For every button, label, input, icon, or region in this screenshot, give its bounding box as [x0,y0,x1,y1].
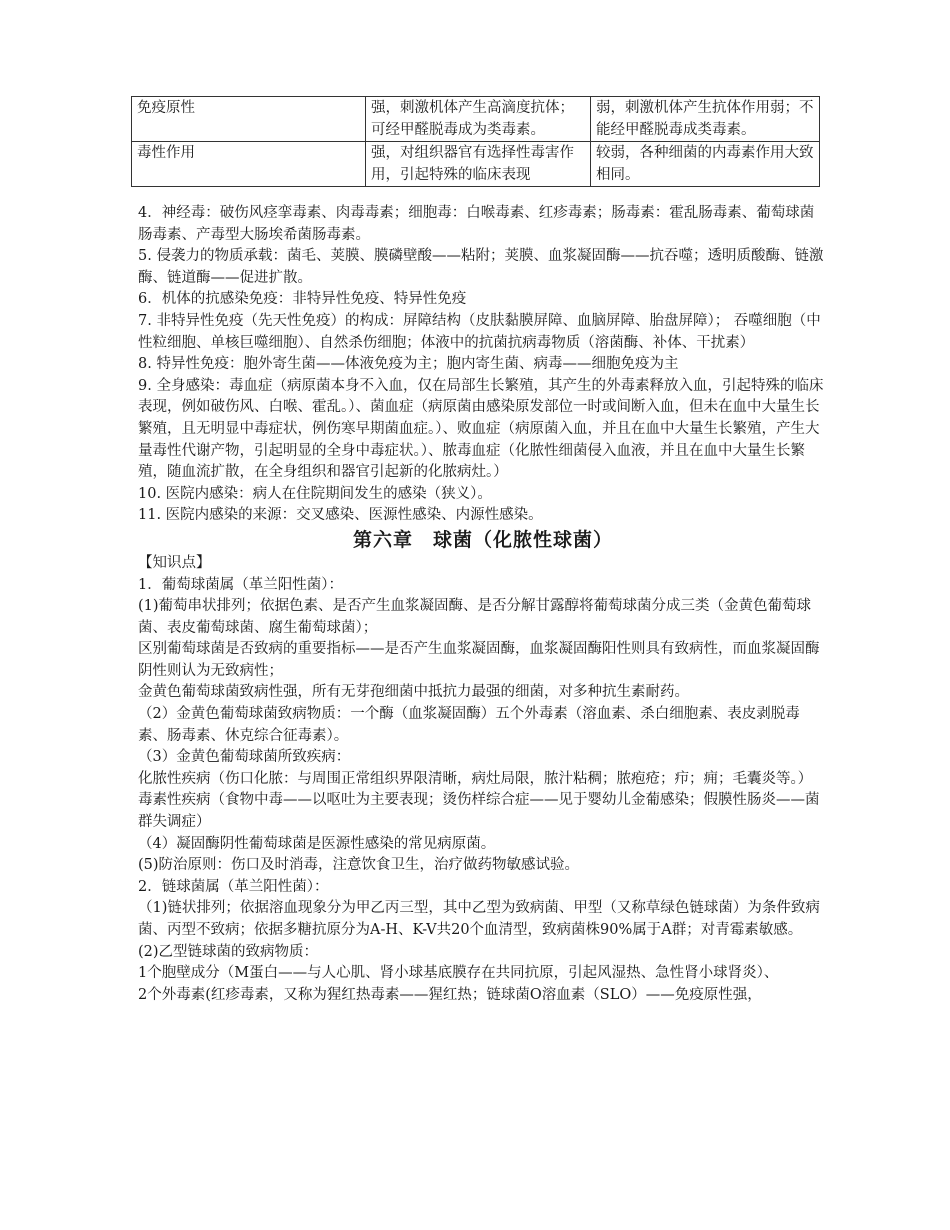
row-label: 毒性作用 [132,142,366,187]
paragraph: 9. 全身感染：毒血症（病原菌本身不入血，仅在局部生长繁殖，其产生的外毒素释放入血，引起特殊的临床表现，例如破伤风、白喉、霍乱。）、菌血症（病原菌由感染原发部位一时或间断入血，但未在血中大量生长繁殖，且无明显中毒症状，例伤寒早期菌血症。）、败血症（病原菌入血，并且在血中大量生长繁殖，产生大量毒性代谢产物，引起明显的全身中毒症状。）、脓毒血症（化脓性细菌侵入血液，并且在血中大量生长繁殖，随血流扩散，在全身组织和器官引起新的化脓病灶。） [138,377,824,481]
toxin-comparison-table [131,96,820,187]
section-label: 【知识点】 [138,554,211,571]
row-label: 免疫原性 [132,97,366,142]
endotoxin-cell: 弱，刺激机体产生抗体作用弱；不能经甲醛脱毒成类毒素。 [591,97,820,142]
paragraph: 2．链球菌属（革兰阳性菌）： [138,878,329,895]
paragraph: 6．机体的抗感染免疫：非特异性免疫、特异性免疫 [138,291,467,308]
paragraph: 11. 医院内感染的来源：交叉感染、医源性感染、内源性感染。 [138,507,543,524]
paragraph: 10. 医院内感染：病人在住院期间发生的感染（狭义）。 [138,485,492,502]
paragraph: 毒素性疾病（食物中毒——以呕吐为主要表现；烫伤样综合症——见于婴幼儿金葡感染；假膜性肠炎——菌群失调症） [138,792,820,831]
chapter-title: 第六章 球菌（化脓性球菌） [352,528,613,551]
paragraph: （1)链状排列；依据溶血现象分为甲乙丙三型，其中乙型为致病菌、甲型（又称草绿色链球菌）为条件致病菌、丙型不致病；依据多糖抗原分为A-H、K-V共20个血清型，致病菌株90%属于A群；对青霉素敏感。 [138,900,820,938]
paragraph: （3）金黄色葡萄球菌所致疾病： [138,749,351,766]
paragraph: (1)葡萄串状排列；依据色素、是否产生血浆凝固酶、是否分解甘露醇将葡萄球菌分成三类（金黄色葡萄球菌、表皮葡萄球菌、腐生葡萄球菌）； [138,598,812,636]
paragraph: 区别葡萄球菌是否致病的重要指标——是否产生血浆凝固酶，血浆凝固酶阳性则具有致病性，而血浆凝固酶阴性则认为无致病性； [138,641,820,679]
exotoxin-cell: 强，刺激机体产生高滴度抗体；可经甲醛脱毒成为类毒素。 [366,97,591,142]
exotoxin-cell: 强，对组织器官有选择性毒害作用，引起特殊的临床表现 [366,142,591,187]
paragraph: 1．葡萄球菌属（革兰阳性菌）： [138,576,343,593]
endotoxin-cell: 较弱，各种细菌的内毒素作用大致相同。 [591,142,820,187]
paragraph: 4．神经毒：破伤风痉挛毒素、肉毒毒素；细胞毒：白喉毒素、红疹毒素；肠毒素：霍乱肠毒素、葡萄球菌肠毒素、产毒型大肠埃希菌肠毒素。 [138,205,815,243]
paragraph: 2个外毒素(红疹毒素，又称为猩红热毒素——猩红热；链球菌O溶血素（SLO）——免疫原性强， [138,986,762,1003]
paragraph: 5. 侵袭力的物质承载：菌毛、荚膜、膜磷壁酸——粘附；荚膜、血浆凝固酶——抗吞噬；透明质酸酶、链激酶、链道酶——促进扩散。 [138,248,824,286]
paragraph: （2）金黄色葡萄球菌致病物质：一个酶（血浆凝固酶）五个外毒素（溶血素、杀白细胞素、表皮剥脱毒素、肠毒素、休克综合征毒素）。 [138,706,800,744]
table-row [132,142,820,187]
paragraph: 化脓性疾病（伤口化脓：与周围正常组织界限清晰，病灶局限，脓汁粘稠；脓疱疮；疖；痈；毛囊炎等。） [138,770,813,787]
paragraph: （4）凝固酶阴性葡萄球菌是医源性感染的常见病原菌。 [138,835,496,852]
paragraph: 金黄色葡萄球菌致病性强，所有无芽孢细菌中抵抗力最强的细菌，对多种抗生素耐药。 [138,684,689,701]
paragraph: 1个胞壁成分（M蛋白——与人心肌、肾小球基底膜存在共同抗原，引起风湿热、急性肾小球肾炎）、 [138,965,779,982]
table-row [132,97,820,142]
paragraph: (2)乙型链球菌的致病物质： [138,943,319,960]
paragraph: 8. 特异性免疫：胞外寄生菌——体液免疫为主；胞内寄生菌、病毒——细胞免疫为主 [138,356,679,373]
document-body [138,203,828,1006]
paragraph: 7. 非特异性免疫（先天性免疫）的构成：屏障结构（皮肤黏膜屏障、血脑屏障、胎盘屏障）； 吞噬细胞（中性粒细胞、单核巨噬细胞）、自然杀伤细胞；体液中的抗菌抗病毒物质（溶菌酶、补体、干扰素） [138,312,821,351]
paragraph: (5)防治原则：伤口及时消毒，注意饮食卫生，治疗做药物敏感试验。 [138,857,580,874]
